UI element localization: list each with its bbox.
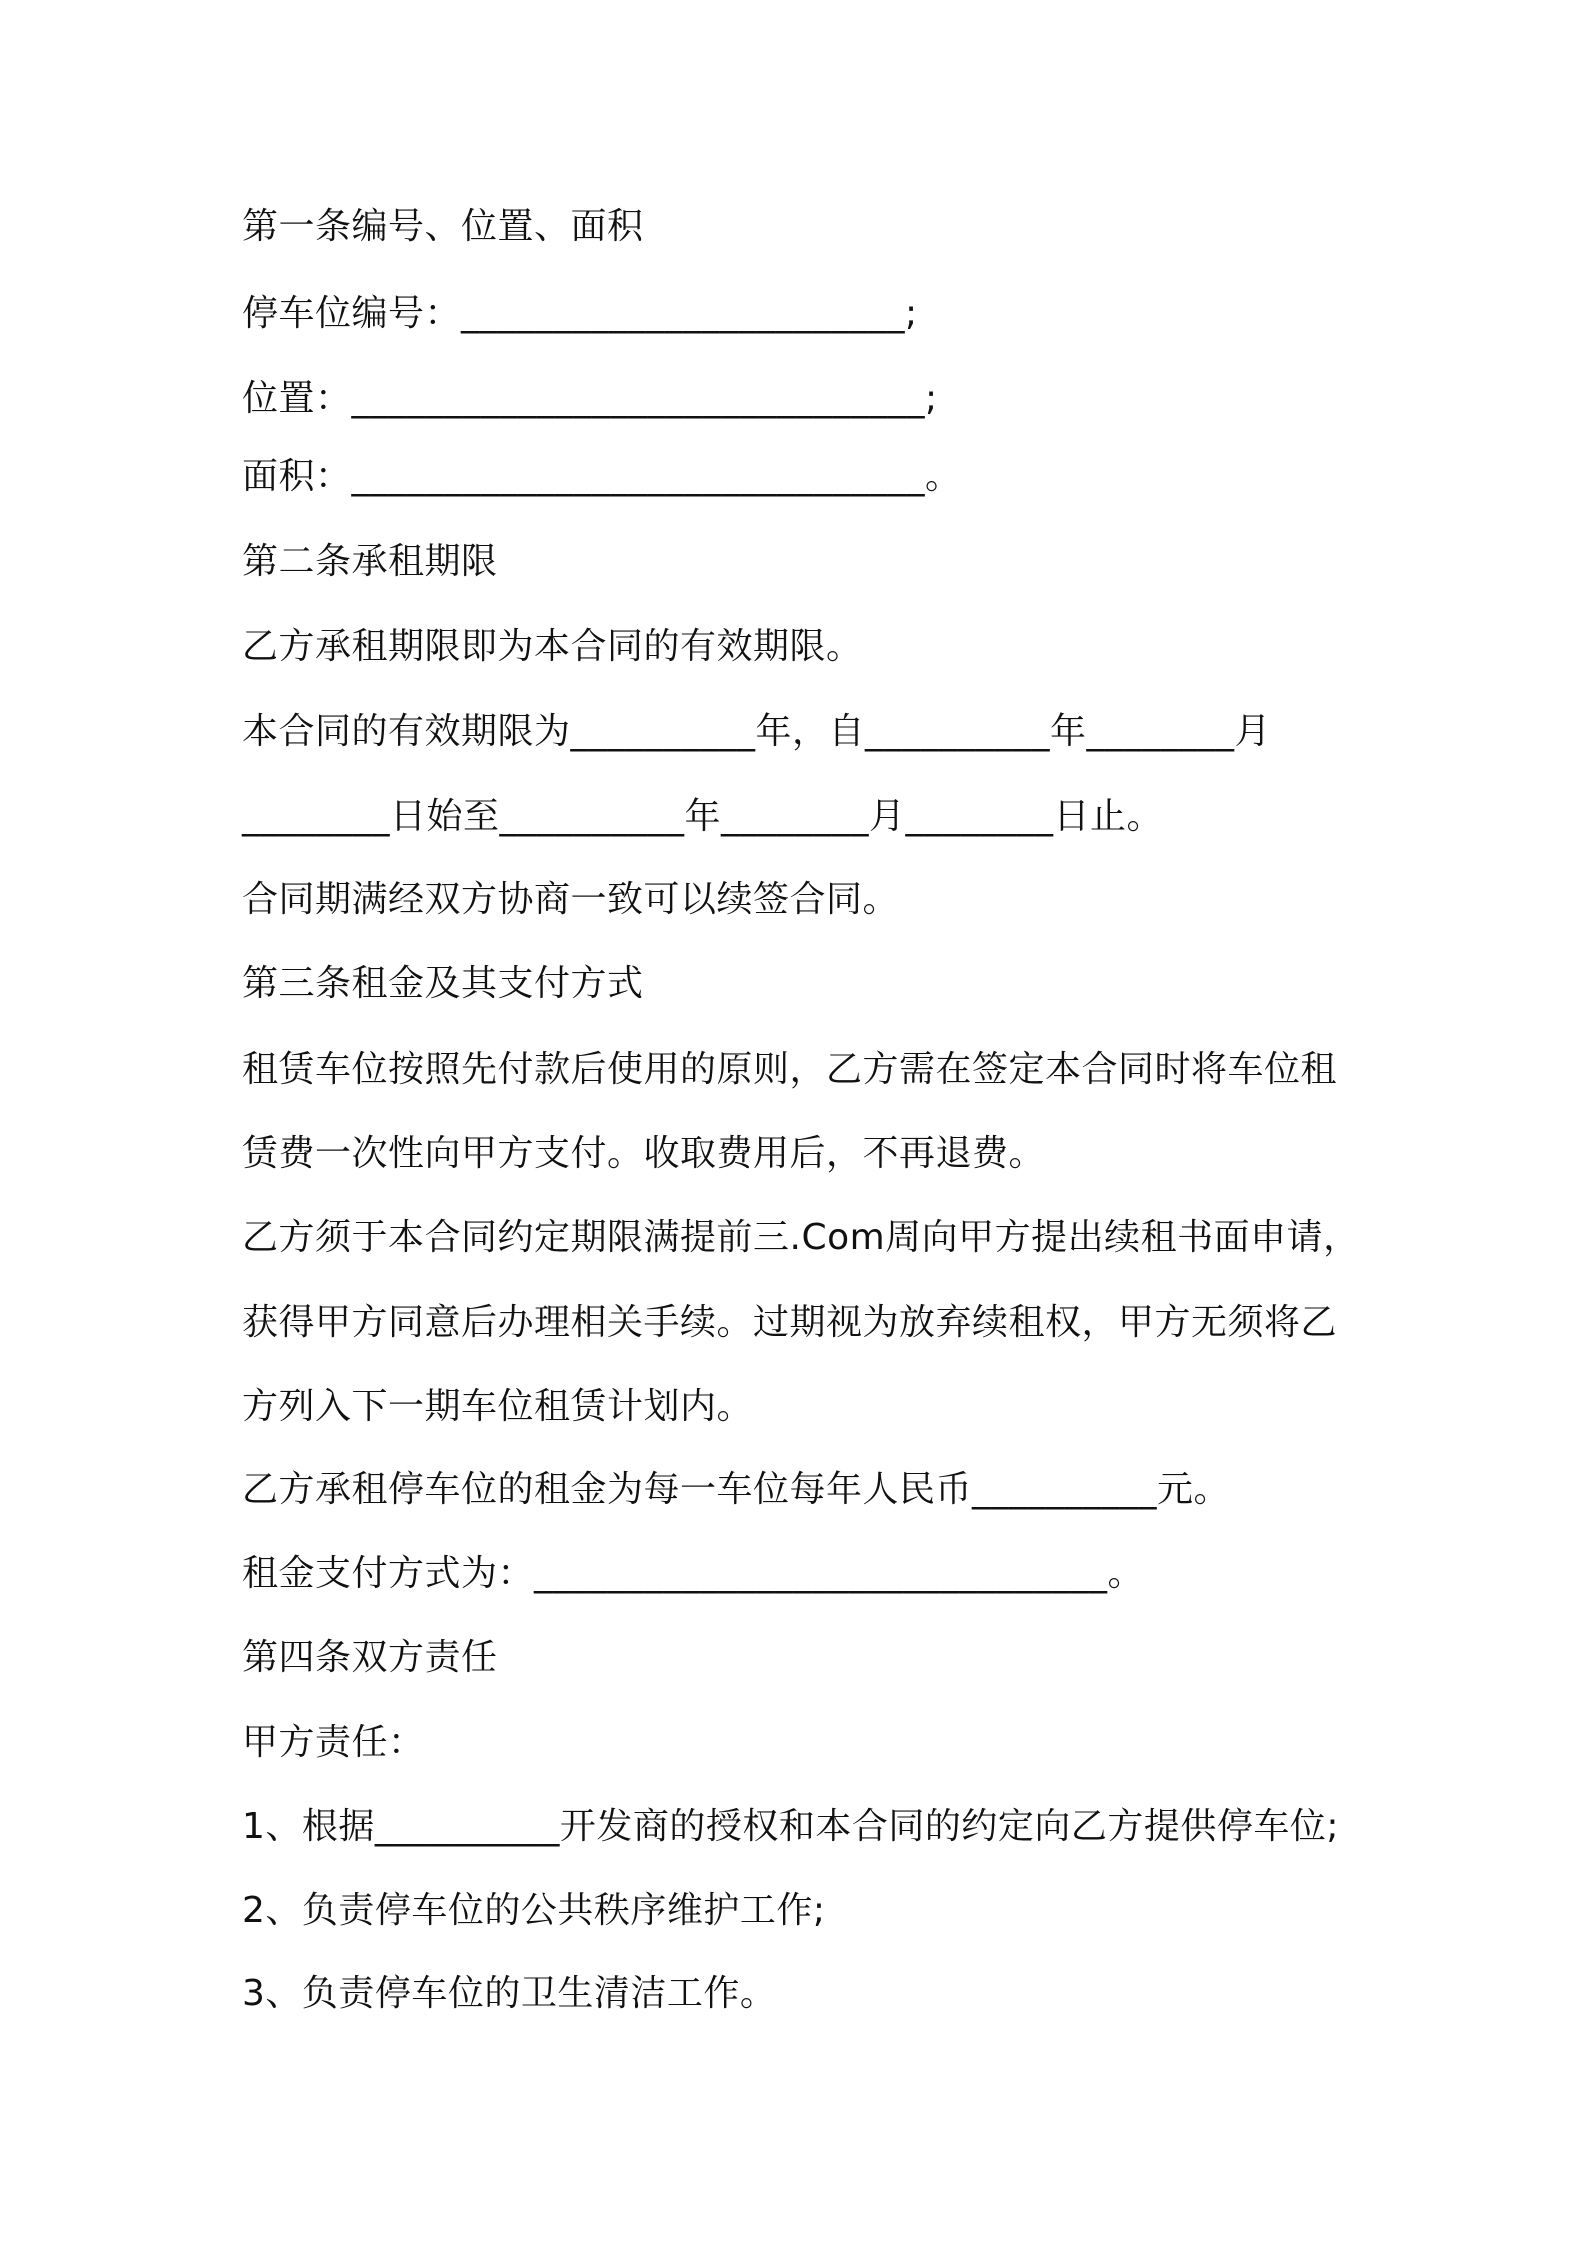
article-3-heading: 第三条租金及其支付方式 bbox=[242, 963, 644, 1004]
area-line: 面积：_______________________________。 bbox=[242, 456, 962, 497]
responsibility-item-2: 2、负责停车位的公共秩序维护工作; bbox=[242, 1890, 826, 1931]
payment-method-line: 租金支付方式为：_______________________________。 bbox=[242, 1553, 1145, 1594]
renewal-application-line-3: 方列入下一期车位租赁计划内。 bbox=[242, 1386, 754, 1427]
article-1-heading: 第一条编号、位置、面积 bbox=[242, 206, 644, 247]
validity-period-line-1: 本合同的有效期限为__________年，自__________年________月 bbox=[242, 711, 1272, 752]
rent-amount-line: 乙方承租停车位的租金为每一车位每年人民币__________元。 bbox=[242, 1469, 1231, 1510]
payment-principle-line-2: 赁费一次性向甲方支付。收取费用后，不再退费。 bbox=[242, 1133, 1046, 1174]
lease-term-statement: 乙方承租期限即为本合同的有效期限。 bbox=[242, 626, 863, 667]
parking-space-number-line: 停车位编号：________________________; bbox=[242, 293, 918, 334]
article-4-heading: 第四条双方责任 bbox=[242, 1637, 498, 1678]
party-a-responsibilities-label: 甲方责任： bbox=[242, 1722, 425, 1763]
location-line: 位置：_______________________________; bbox=[242, 378, 938, 419]
responsibility-item-1: 1、根据__________开发商的授权和本合同的约定向乙方提供停车位; bbox=[242, 1806, 1340, 1847]
payment-principle-line-1: 租赁车位按照先付款后使用的原则，乙方需在签定本合同时将车位租 bbox=[242, 1049, 1338, 1090]
renewal-application-line-2: 获得甲方同意后办理相关手续。过期视为放弃续租权，甲方无须将乙 bbox=[242, 1302, 1338, 1343]
renewal-application-line-1: 乙方须于本合同约定期限满提前三.Com周向甲方提出续租书面申请， bbox=[242, 1217, 1360, 1258]
responsibility-item-3: 3、负责停车位的卫生清洁工作。 bbox=[242, 1973, 777, 2014]
article-2-heading: 第二条承租期限 bbox=[242, 541, 498, 582]
renewal-statement: 合同期满经双方协商一致可以续签合同。 bbox=[242, 879, 900, 920]
validity-period-line-2: ________日始至__________年________月________日止。 bbox=[242, 796, 1164, 837]
